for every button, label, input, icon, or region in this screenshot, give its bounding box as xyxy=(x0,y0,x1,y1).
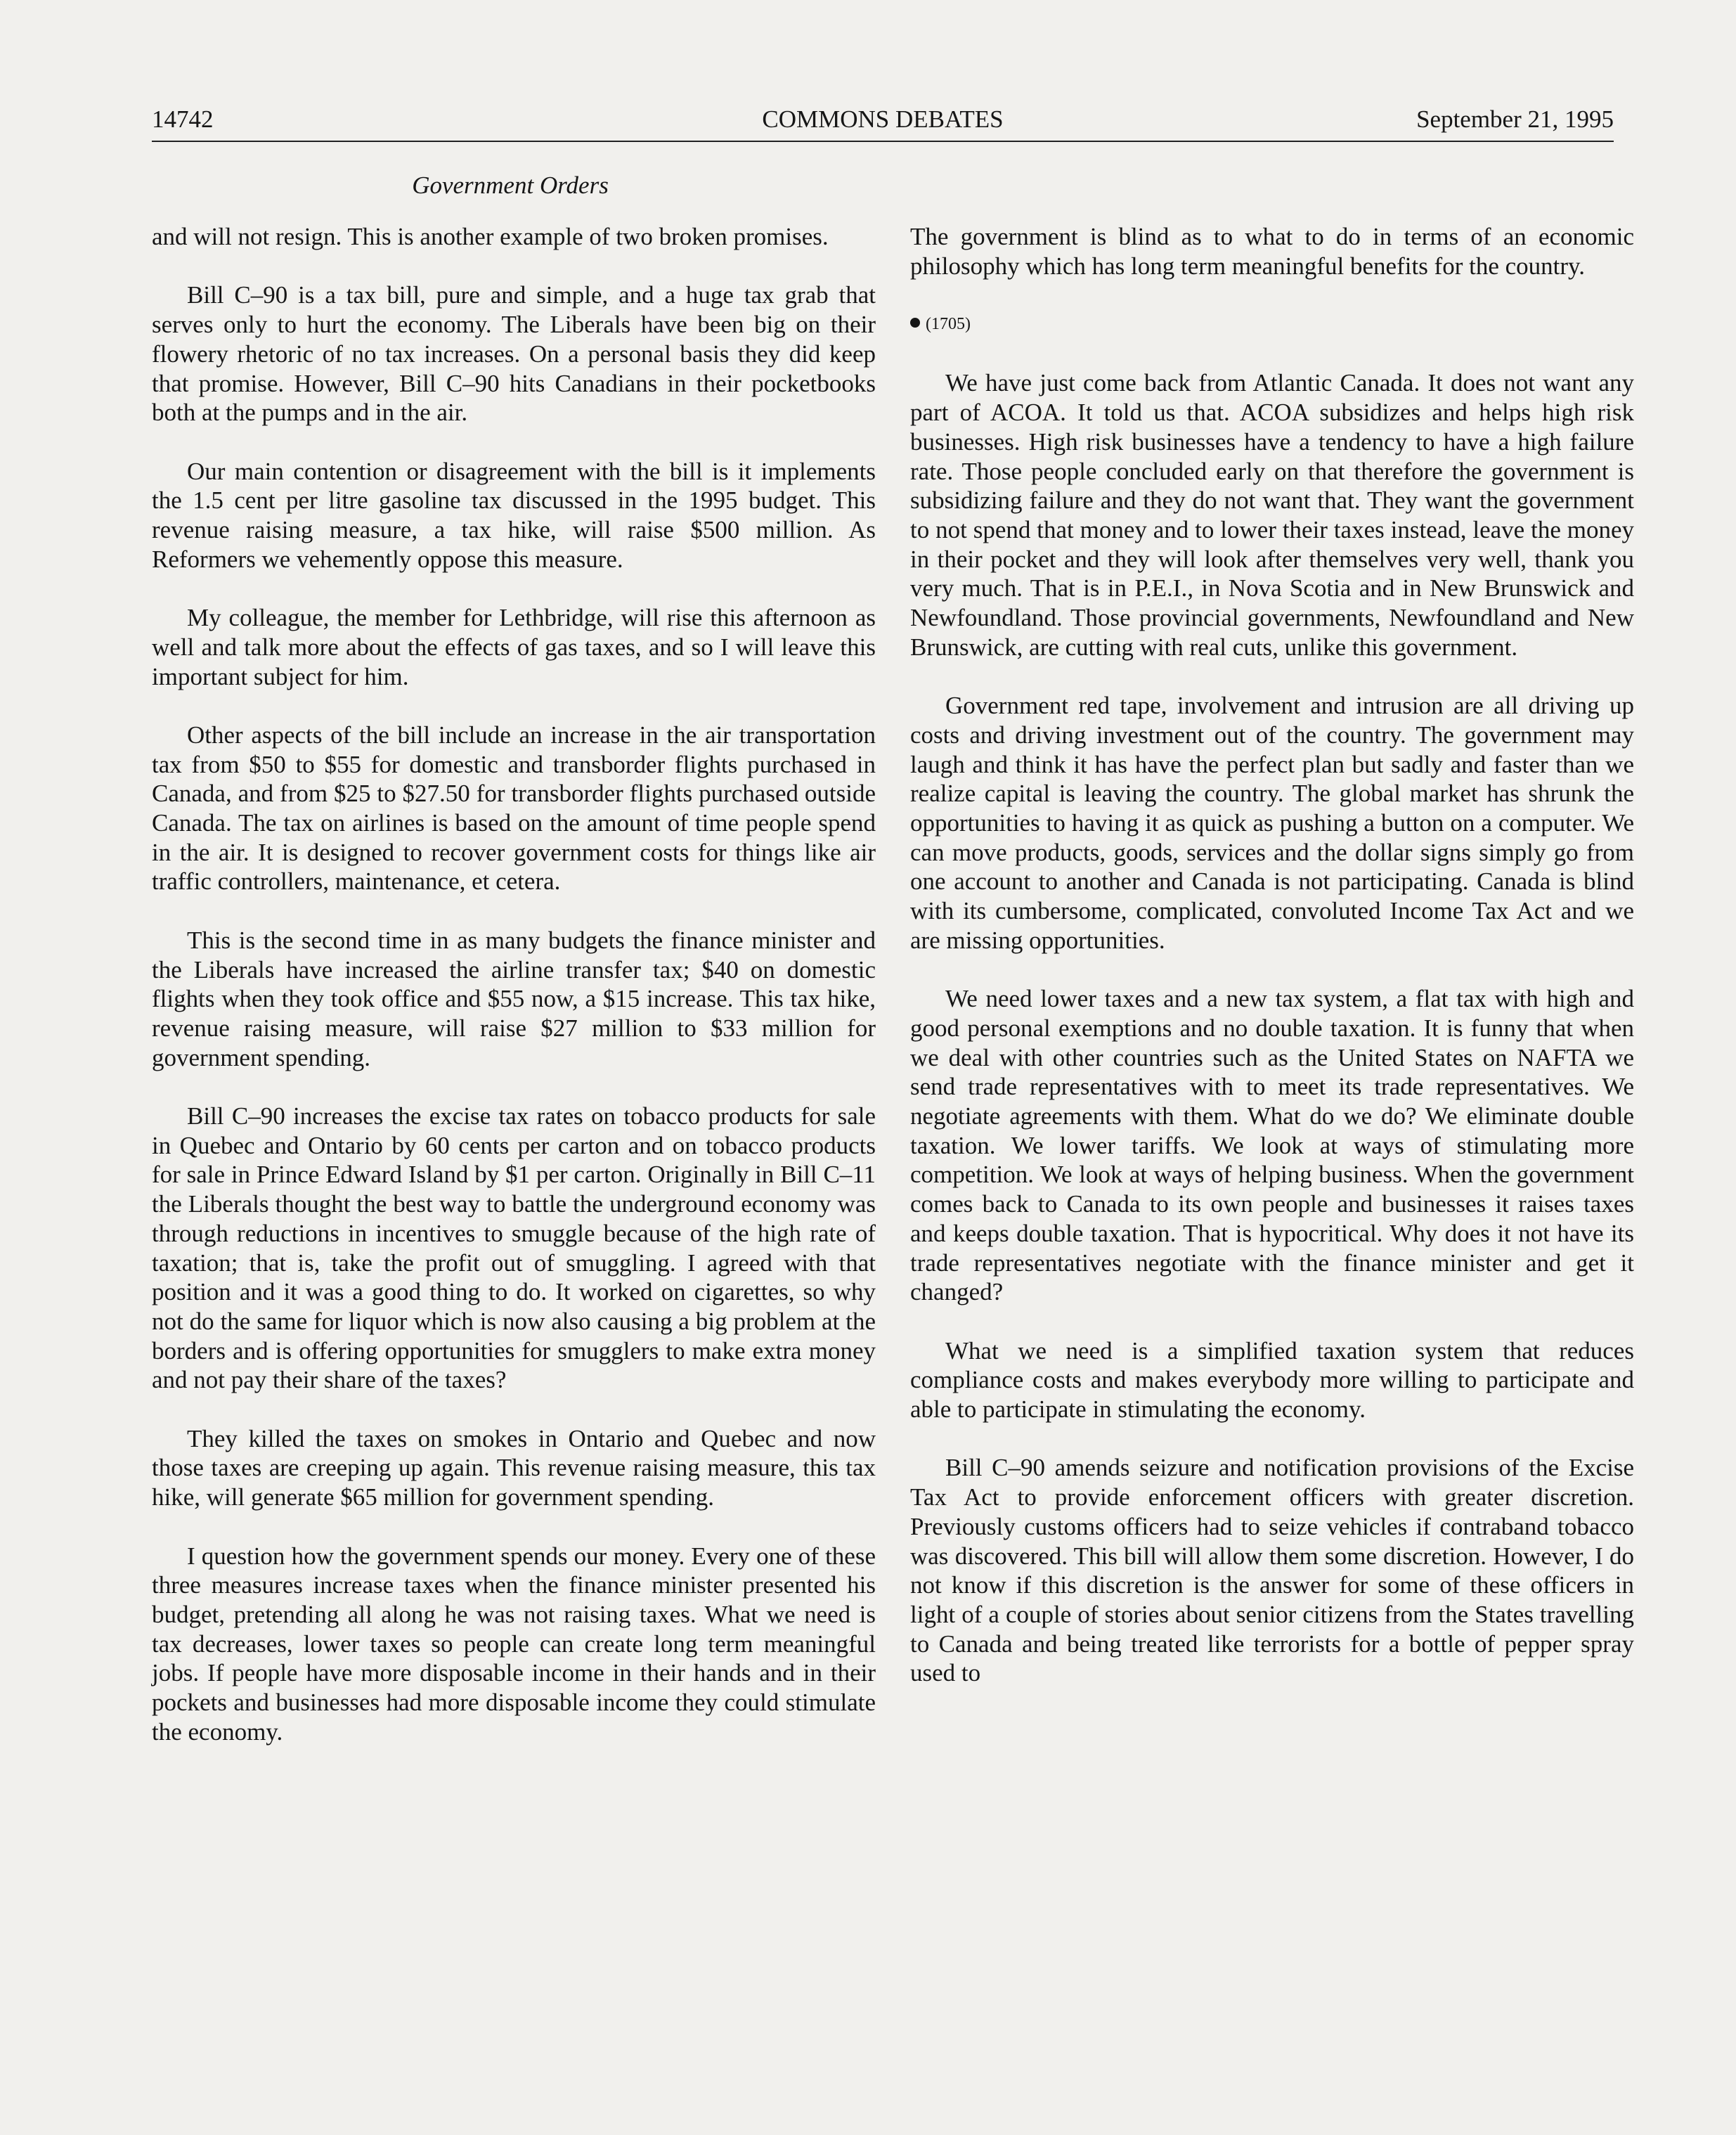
paragraph: The government is blind as to what to do in terms of an economic philosophy which has long term meaningful benefits for the country. xyxy=(910,223,1634,280)
time-marker-text: (1705) xyxy=(926,315,971,334)
left-column xyxy=(152,222,876,1776)
section-title: Government Orders xyxy=(412,172,609,199)
header-rule xyxy=(152,141,1614,142)
page-number: 14742 xyxy=(152,105,214,133)
paragraph: and will not resign. This is another example of two broken promises. xyxy=(152,223,829,250)
paragraph: What we need is a simplified taxation system that reduces compliance costs and makes everybody more willing to participate and able to participate in stimulating the economy. xyxy=(910,1336,1634,1424)
paragraph: My colleague, the member for Lethbridge, will rise this afternoon as well and talk more about the effects of gas taxes, and so I will leave this important subject for him. xyxy=(152,604,876,690)
paragraph: This is the second time in as many budgets the finance minister and the Liberals have increased the airline transfer tax; $40 on domestic flights when they took office and $55 now, a $15 increase. This tax hike, revenue raising measure, will raise $27 million to $33 million for government spending. xyxy=(152,926,876,1071)
page-header xyxy=(152,98,1614,143)
paragraph: They killed the taxes on smokes in Ontario and Quebec and now those taxes are creeping up again. This revenue raising measure, this tax hike, will generate $65 million for government spending. xyxy=(152,1424,876,1511)
publication-title: COMMONS DEBATES xyxy=(762,105,1004,133)
right-column xyxy=(910,222,1634,1717)
bullet-icon xyxy=(910,318,920,328)
paragraph: Bill C–90 is a tax bill, pure and simple, and a huge tax grab that serves only to hurt the economy. The Liberals have been big on their flowery rhetoric of no tax increases. On a personal basis they did keep that promise. However, Bill C–90 hits Canadians in their pocketbooks both at the pumps and in the air. xyxy=(152,281,876,427)
paragraph: Bill C–90 amends seizure and notification provisions of the Excise Tax Act to provide enforcement officers with greater discretion. Previously customs officers had to seize vehicles if contraband tobacco was discovered. This bill will allow them some discretion. However, I do not know if this discretion is the answer for some of these officers in light of a couple of stories about senior citizens from the States travelling to Canada and being treated like terrorists for a bottle of pepper spray used to xyxy=(910,1454,1634,1687)
paragraph: Other aspects of the bill include an increase in the air transportation tax from $50 to $55 for domestic and transborder flights purchased in Canada, and from $25 to $27.50 for transborder flights purchased outside Canada. The tax on airlines is based on the amount of time people spend in the air. It is designed to recover government costs for things like air traffic controllers, maintenance, et cetera. xyxy=(152,721,876,896)
paragraph: We have just come back from Atlantic Canada. It does not want any part of ACOA. It told us that. ACOA subsidizes and helps high risk businesses. High risk businesses have a tendency to have a high failure rate. Those people concluded early on that therefore the government is subsidizing failure and they do not want that. They want the government to not spend that money and to lower their taxes instead, leave the money in their pocket and they will look after themselves very well, thank you very much. That is in P.E.I., in Nova Scotia and in New Brunswick and Newfoundland. Those provincial governments, Newfoundland and New Brunswick, are cutting with real cuts, unlike this government. xyxy=(910,369,1634,661)
time-marker xyxy=(910,310,1634,340)
paragraph: Bill C–90 increases the excise tax rates on tobacco products for sale in Quebec and Ontario by 60 cents per carton and on tobacco products for sale in Prince Edward Island by $1 per carton. Originally in Bill C–11 the Liberals thought the best way to battle the underground economy was through reductions in incentives to smuggle because of the high rate of taxation; that is, take the profit out of smuggling. I agreed with that position and it was a good thing to do. It worked on cigarettes, so why not do the same for liquor which is now also causing a big problem at the borders and is offering opportunities for smugglers to make extra money and not pay their share of the taxes? xyxy=(152,1102,876,1394)
paragraph: Our main contention or disagreement with the bill is it implements the 1.5 cent per litre gasoline tax discussed in the 1995 budget. This revenue raising measure, a tax hike, will raise $500 million. As Reformers we vehemently oppose this measure. xyxy=(152,457,876,573)
publication-date: September 21, 1995 xyxy=(1416,105,1614,133)
paragraph: Government red tape, involvement and intrusion are all driving up costs and driving investment out of the country. The government may laugh and think it has have the perfect plan but sadly and faster than we realize capital is leaving the country. The global market has shrunk the opportunities to having it as quick as pushing a button on a computer. We can move products, goods, services and the dollar signs simply go from one account to another and Canada is not participating. Canada is blind with its cumbersome, complicated, convoluted Income Tax Act and we are missing opportunities. xyxy=(910,692,1634,954)
paragraph: We need lower taxes and a new tax system, a flat tax with high and good personal exemptions and no double taxation. It is funny that when we deal with other countries such as the United States on NAFTA we send trade representatives with to meet its trade representatives. We negotiate agreements with them. What do we do? We eliminate double taxation. We lower tariffs. We look at ways of stimulating more competition. We look at ways of helping business. When the government comes back to Canada to its own people and businesses it raises taxes and keeps double taxation. That is hypocritical. Why does it not have its trade representatives negotiate with the finance minister and get it changed? xyxy=(910,985,1634,1306)
paragraph: I question how the government spends our money. Every one of these three measures increase taxes when the finance minister presented his budget, pretending all along he was not raising taxes. What we need is tax decreases, lower taxes so people can create long term meaningful jobs. If people have more disposable income in their hands and in their pockets and businesses had more disposable income they could stimulate the economy. xyxy=(152,1542,876,1746)
